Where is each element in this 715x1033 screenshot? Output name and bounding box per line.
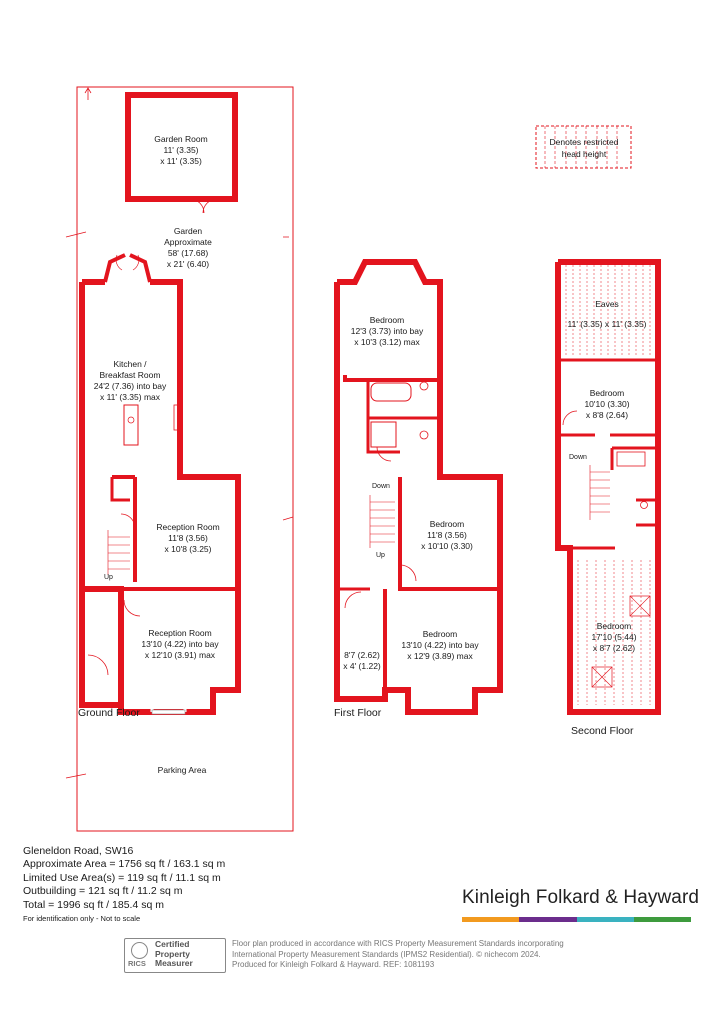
- brand-name: Kinleigh Folkard & Hayward: [462, 887, 700, 908]
- parking-label: Parking Area: [157, 765, 207, 775]
- sf-bed1-dim2: x 8'8 (2.64): [585, 410, 629, 420]
- sf-bed2-dim2: x 8'7 (2.62): [592, 643, 636, 653]
- sf-bed1-dim1: 10'10 (3.30): [584, 399, 630, 409]
- disclaimer: [232, 939, 564, 971]
- reception2-name: Reception Room: [148, 628, 212, 638]
- brand-bar-teal: [577, 917, 634, 922]
- garden-room-dim1: 11' (3.35): [163, 145, 199, 155]
- garden-dim2: x 21' (6.40): [166, 259, 210, 269]
- ff-bed2-name: Bedroom: [429, 519, 465, 529]
- rics-line1: Certified: [155, 939, 190, 949]
- garden-line1: Approximate: [164, 237, 212, 247]
- garden-dim1: 58' (17.68): [167, 248, 209, 258]
- outbuilding-area: Outbuilding = 121 sq ft / 11.2 sq m: [23, 885, 183, 898]
- ff-bed2-dim2: x 10'10 (3.30): [421, 541, 473, 551]
- ff-up-label: Up: [376, 552, 385, 559]
- second-floor-label: Second Floor: [571, 725, 634, 737]
- limited-use-area: Limited Use Area(s) = 119 sq ft / 11.1 sq m: [23, 871, 221, 884]
- sf-eaves-dim: 11' (3.35) x 11' (3.35): [567, 319, 647, 329]
- sf-bed2-name: Bedroom: [596, 621, 632, 631]
- approximate-area: Approximate Area = 1756 sq ft / 163.1 sq m: [23, 858, 226, 871]
- reception1-dim2: x 10'8 (3.25): [164, 544, 212, 554]
- kitchen-dim2: x 11' (3.35) max: [99, 392, 161, 402]
- reception1-name: Reception Room: [156, 522, 220, 532]
- kitchen-dim1: 24'2 (7.36) into bay: [93, 381, 167, 391]
- reception2-dim2: x 12'10 (3.91) max: [144, 650, 216, 660]
- legend-line1: Denotes restricted: [549, 137, 619, 147]
- ff-bed1-name: Bedroom: [369, 315, 405, 325]
- rics-logo-icon: RICS: [128, 942, 150, 967]
- kitchen-name: Kitchen /: [113, 359, 147, 369]
- reception2-dim1: 13'10 (4.22) into bay: [141, 639, 219, 649]
- sf-eaves-name: Eaves: [595, 299, 619, 309]
- brand-bar-orange: [462, 917, 519, 922]
- reception1-dim1: 11'8 (3.56): [168, 533, 208, 543]
- rics-line2: Property: [155, 948, 190, 959]
- identification-note: For identification only - Not to scale: [23, 914, 141, 923]
- garden-name: Garden: [173, 226, 203, 236]
- first-floor-label: First Floor: [334, 707, 382, 719]
- brand-bar-green: [634, 917, 691, 922]
- garden-room-dim2: x 11' (3.35): [160, 156, 202, 166]
- address: Gleneldon Road, SW16: [23, 845, 134, 857]
- rics-line3: Measurer: [155, 958, 193, 968]
- kitchen-name2: Breakfast Room: [99, 370, 161, 380]
- rics-badge: [124, 938, 226, 973]
- ff-small-dim1: 8'7 (2.62): [344, 650, 380, 660]
- ground-floor-label: Ground Floor: [78, 707, 140, 719]
- ff-bed1-dim1: 12'3 (3.73) into bay: [350, 326, 424, 336]
- sf-bed1-name: Bedroom: [589, 388, 625, 398]
- disclaimer-line1: Floor plan produced in accordance with RICS Property Measurement Standards incorporating: [232, 939, 564, 948]
- ff-bed3-dim2: x 12'9 (3.89) max: [407, 651, 473, 661]
- total-area: Total = 1996 sq ft / 185.4 sq m: [23, 898, 164, 911]
- ff-bed1-dim2: x 10'3 (3.12) max: [354, 337, 420, 347]
- garden-room-name: Garden Room: [154, 134, 208, 144]
- ff-down-label: Down: [372, 483, 390, 490]
- ff-bed3-dim1: 13'10 (4.22) into bay: [401, 640, 479, 650]
- ff-bed2-dim1: 11'8 (3.56): [427, 530, 467, 540]
- ground-up-label: Up: [104, 574, 113, 581]
- disclaimer-line2: International Property Measurement Standards (IPMS2 Residential). © nichecom 2024.: [232, 949, 541, 959]
- area-summary: [23, 845, 225, 912]
- disclaimer-line3: Produced for Kinleigh Folkard & Hayward. REF: 1081193: [232, 960, 435, 969]
- sf-bed2-dim1: 17'10 (5.44): [591, 632, 637, 642]
- ff-small-dim2: x 4' (1.22): [343, 661, 381, 671]
- sf-down-label: Down: [569, 454, 587, 461]
- ff-bed3-name: Bedroom: [422, 629, 458, 639]
- legend-line2: head height: [561, 149, 607, 159]
- brand-bar-purple: [519, 917, 577, 922]
